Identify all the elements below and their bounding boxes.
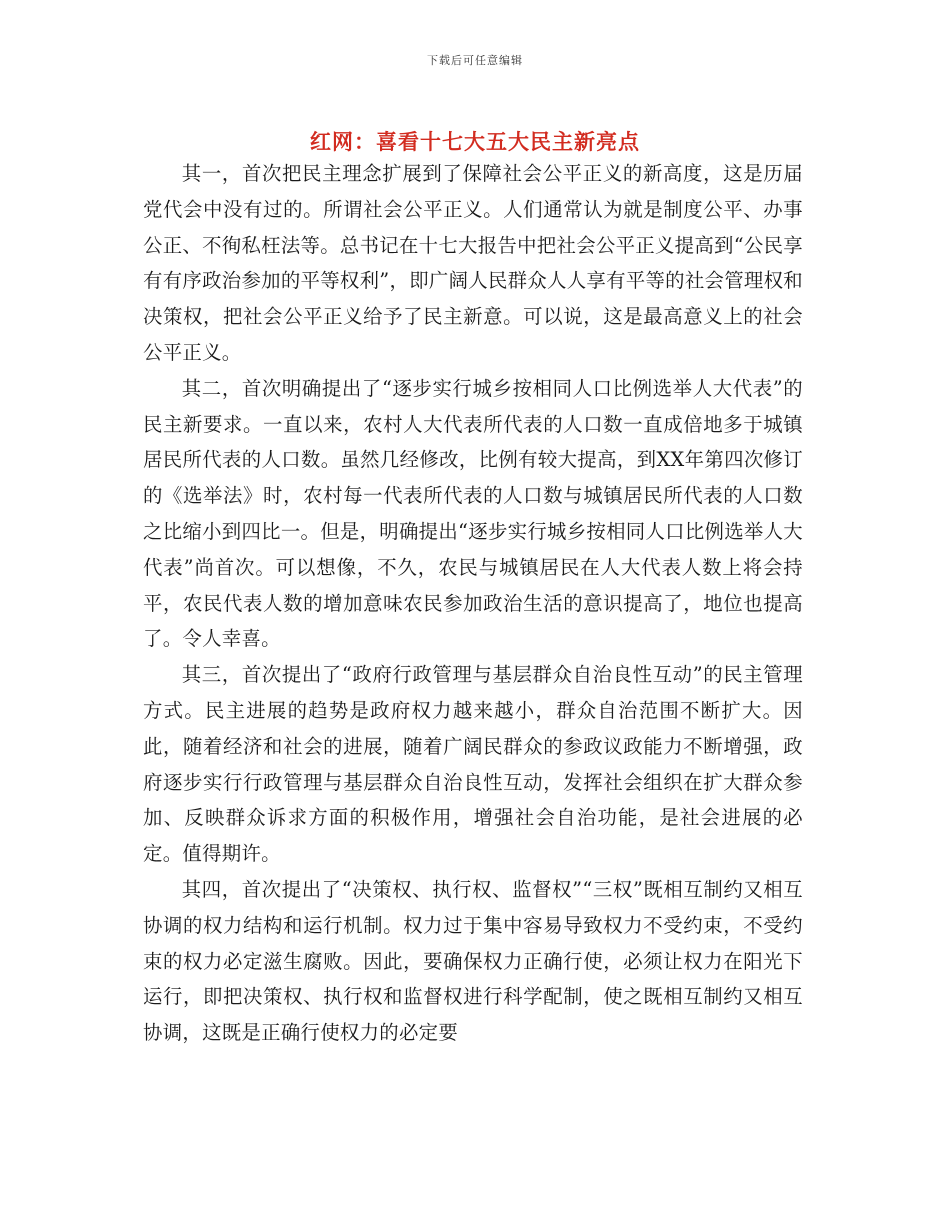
paragraph-1: 其一，首次把民主理念扩展到了保障社会公平正义的新高度，这是历届党代会中没有过的。所谓社会公平正义。人们通常认为就是制度公平、办事公正、不徇私枉法等。总书记在十七大报告中把社会公平正义提高到“公民享有有序政治参加的平等权利”，即广阔人民群众人人享有平等的社会管理权和决策权，把社会公平正义给予了民主新意。可以说，这是最高意义上的社会公平正义。 (143, 162, 804, 364)
header-note: 下载后可任意编辑 (427, 54, 523, 67)
paragraph-2: 其二，首次明确提出了“逐步实行城乡按相同人口比例选举人大代表”的民主新要求。一直以来，农村人大代表所代表的人口数一直成倍地多于城镇居民所代表的人口数。虽然几经修改，比例有较大提高，到XX年第四次修订的《选举法》时，农村每一代表所代表的人口数与城镇居民所代表的人口数之比缩小到四比一。但是，明确提出“逐步实行城乡按相同人口比例选举人大代表”尚首次。可以想像，不久，农民与城镇居民在人大代表人数上将会持平，农民代表人数的增加意味农民参加政治生活的意识提高了，地位也提高了。令人幸喜。 (143, 376, 804, 651)
paragraph-3: 其三，首次提出了“政府行政管理与基层群众自治良性互动”的民主管理方式。民主进展的趋势是政府权力越来越小，群众自治范围不断扩大。因此，随着经济和社会的进展，随着广阔民群众的参政议政能力不断增强，政府逐步实行行政管理与基层群众自治良性互动，发挥社会组织在扩大群众参加、反映群众诉求方面的积极作用，增强社会自治功能，是社会进展的必定。值得期许。 (143, 663, 803, 866)
document-title: 红网：喜看十七大五大民主新亮点 (310, 129, 640, 155)
paragraph-4: 其四，首次提出了“决策权、执行权、监督权”“三权”既相互制约又相互协调的权力结构和运行机制。权力过于集中容易导致权力不受约束，不受约束的权力必定滋生腐败。因此，要确保权力正确行使，必须让权力在阳光下运行，即把决策权、执行权和监督权进行科学配制，使之既相互制约又相互协调，这既是正确行使权力的必定要 (143, 877, 803, 1045)
document-body (143, 156, 803, 1051)
